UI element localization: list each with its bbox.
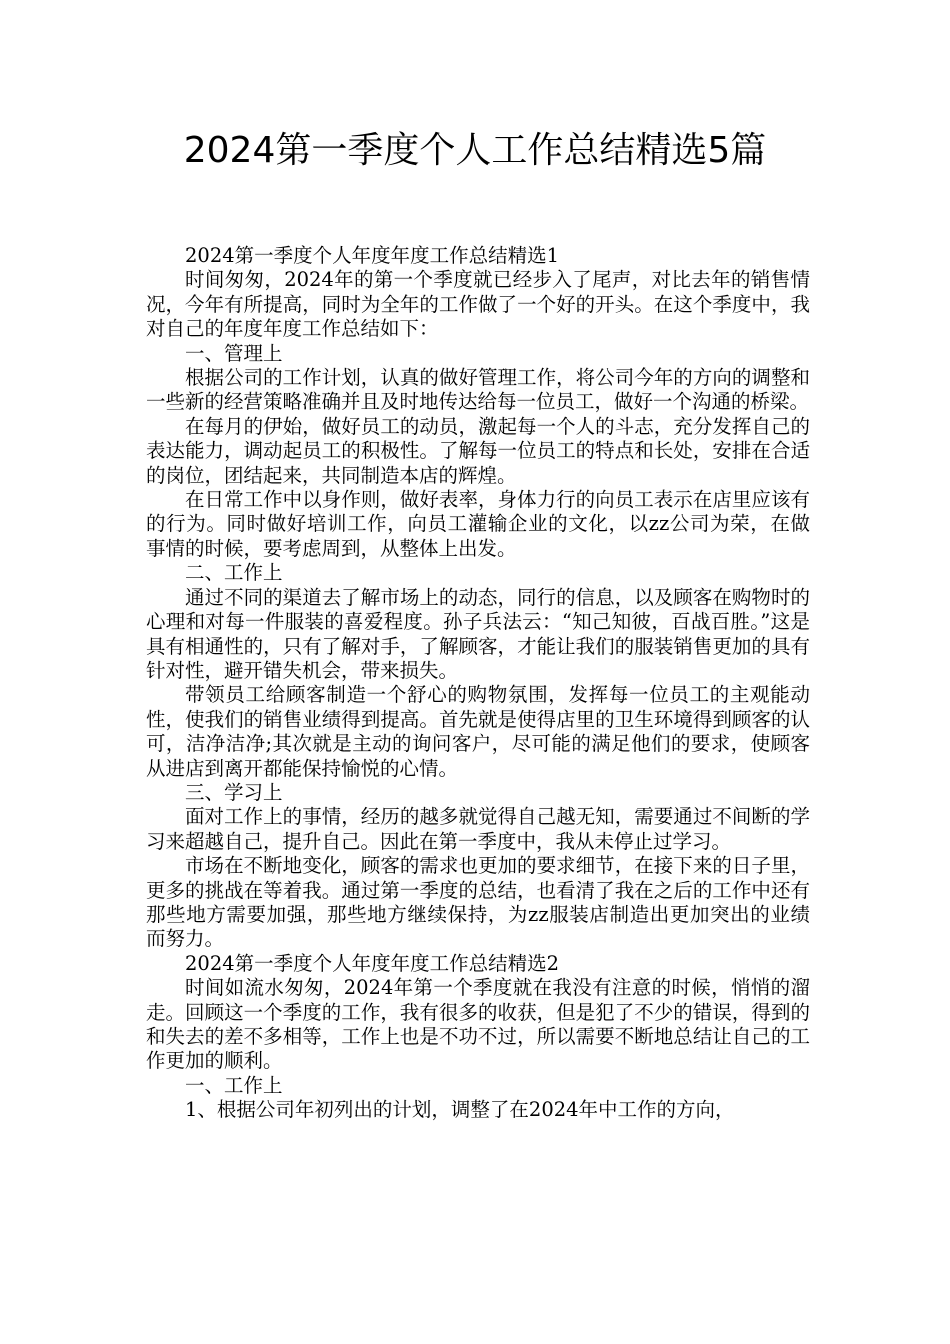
paragraph: 时间如流水匆匆，2024年第一个季度就在我没有注意的时候，悄悄的溜走。回顾这一个季度的工作，我有很多的收获，但是犯了不少的错误，得到的和失去的差不多相等，工作上也是不功不过，所以需要不断地总结让自己的工作更加的顺利。 xyxy=(146,976,810,1073)
subsection-heading: 一、工作上 xyxy=(185,1073,283,1097)
paragraph: 带领员工给顾客制造一个舒心的购物氛围，发挥每一位员工的主观能动性，使我们的销售业绩得到提高。首先就是使得店里的卫生环境得到顾客的认可，洁净洁净;其次就是主动的询问客户，尽可能的满足他们的要求，使顾客从进店到离开都能保持愉悦的心情。 xyxy=(146,683,810,780)
paragraph: 根据公司的工作计划，认真的做好管理工作，将公司今年的方向的调整和一些新的经营策略准确并且及时地传达给每一位员工，做好一个沟通的桥梁。 xyxy=(146,366,810,414)
paragraph: 通过不同的渠道去了解市场上的动态，同行的信息，以及顾客在购物时的心理和对每一件服装的喜爱程度。孙子兵法云：“知己知彼，百战百胜。”这是具有相通性的，只有了解对手，了解顾客，才能让我们的服装销售更加的具有针对性，避开错失机会，带来损失。 xyxy=(146,585,810,682)
section-heading: 2024第一季度个人年度年度工作总结精选2 xyxy=(185,951,560,975)
paragraph: 在每月的伊始，做好员工的动员，激起每一个人的斗志，充分发挥自己的表达能力，调动起员工的积极性。了解每一位员工的特点和长处，安排在合适的岗位，团结起来，共同制造本店的辉煌。 xyxy=(146,414,810,487)
paragraph: 市场在不断地变化，顾客的需求也更加的要求细节，在接下来的日子里，更多的挑战在等着我。通过第一季度的总结，也看清了我在之后的工作中还有那些地方需要加强，那些地方继续保持，为zz服装店制造出更加突出的业绩而努力。 xyxy=(146,854,810,951)
subsection-heading: 三、学习上 xyxy=(185,780,283,804)
paragraph: 1、根据公司年初列出的计划，调整了在2024年中工作的方向， xyxy=(185,1098,735,1122)
paragraph: 时间匆匆，2024年的第一个季度就已经步入了尾声，对比去年的销售情况，今年有所提高，同时为全年的工作做了一个好的开头。在这个季度中，我对自己的年度年度工作总结如下： xyxy=(146,268,810,341)
subsection-heading: 二、工作上 xyxy=(185,561,283,585)
subsection-heading: 一、管理上 xyxy=(185,341,283,365)
paragraph: 面对工作上的事情，经历的越多就觉得自己越无知，需要通过不间断的学习来超越自己，提升自己。因此在第一季度中，我从未停止过学习。 xyxy=(146,805,810,853)
document-body xyxy=(146,244,810,1123)
paragraph: 在日常工作中以身作则，做好表率，身体力行的向员工表示在店里应该有的行为。同时做好培训工作，向员工灌输企业的文化，以zz公司为荣，在做事情的时候，要考虑周到，从整体上出发。 xyxy=(146,488,810,560)
section-heading: 2024第一季度个人年度年度工作总结精选1 xyxy=(185,244,560,267)
document-title: 2024第一季度个人工作总结精选5篇 xyxy=(183,130,767,171)
